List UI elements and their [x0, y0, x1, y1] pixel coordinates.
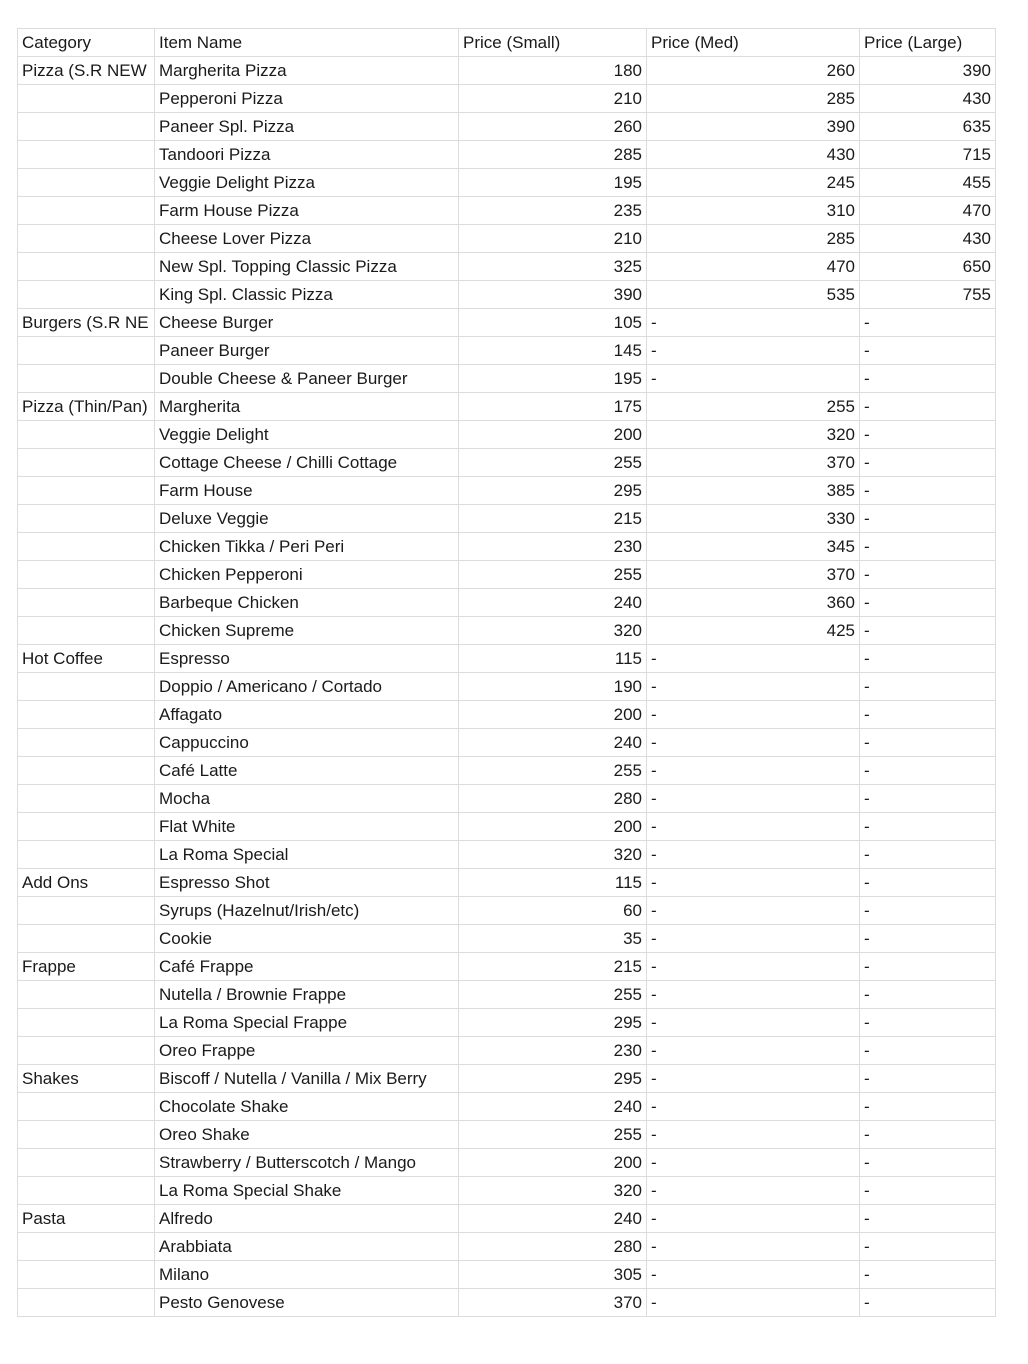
item-name-cell[interactable]: Cottage Cheese / Chilli Cottage [155, 449, 459, 477]
table-row [18, 533, 996, 561]
table-row [18, 729, 996, 757]
category-cell[interactable] [18, 169, 155, 197]
price-med-cell[interactable]: 345 [647, 533, 860, 561]
price-small-cell[interactable]: 390 [459, 281, 647, 309]
category-cell[interactable] [18, 729, 155, 757]
price-large-cell[interactable]: - [860, 925, 996, 953]
header-price-med[interactable]: Price (Med) [647, 29, 860, 57]
item-name-cell[interactable]: Oreo Frappe [155, 1037, 459, 1065]
category-cell[interactable]: Shakes [18, 1065, 155, 1093]
price-med-cell[interactable]: 370 [647, 561, 860, 589]
price-large-cell[interactable]: - [860, 309, 996, 337]
price-small-cell[interactable]: 295 [459, 477, 647, 505]
item-name-cell[interactable]: Chicken Supreme [155, 617, 459, 645]
category-cell[interactable] [18, 617, 155, 645]
item-name-cell[interactable]: Margherita Pizza [155, 57, 459, 85]
item-name-cell[interactable]: Paneer Burger [155, 337, 459, 365]
price-med-cell[interactable]: 360 [647, 589, 860, 617]
category-cell[interactable] [18, 449, 155, 477]
category-cell[interactable] [18, 897, 155, 925]
item-name-cell[interactable]: Alfredo [155, 1205, 459, 1233]
table-row [18, 337, 996, 365]
table-row [18, 1261, 996, 1289]
category-cell[interactable]: Frappe [18, 953, 155, 981]
item-name-cell[interactable]: Double Cheese & Paneer Burger [155, 365, 459, 393]
table-row [18, 1009, 996, 1037]
price-large-cell[interactable]: - [860, 505, 996, 533]
item-name-cell[interactable]: Strawberry / Butterscotch / Mango [155, 1149, 459, 1177]
price-med-cell[interactable]: - [647, 337, 860, 365]
table-row [18, 1093, 996, 1121]
price-med-cell[interactable]: - [647, 1065, 860, 1093]
category-cell[interactable] [18, 841, 155, 869]
price-small-cell[interactable]: 210 [459, 85, 647, 113]
category-cell[interactable] [18, 561, 155, 589]
table-row [18, 953, 996, 981]
price-med-cell[interactable]: - [647, 981, 860, 1009]
price-small-cell[interactable]: 240 [459, 589, 647, 617]
category-cell[interactable] [18, 813, 155, 841]
table-row [18, 113, 996, 141]
price-med-cell[interactable]: - [647, 701, 860, 729]
category-cell[interactable] [18, 85, 155, 113]
price-small-cell[interactable]: 105 [459, 309, 647, 337]
price-small-cell[interactable]: 60 [459, 897, 647, 925]
price-med-cell[interactable]: - [647, 365, 860, 393]
item-name-cell[interactable]: Deluxe Veggie [155, 505, 459, 533]
price-small-cell[interactable]: 215 [459, 505, 647, 533]
item-name-cell[interactable]: Cookie [155, 925, 459, 953]
price-small-cell[interactable]: 295 [459, 1009, 647, 1037]
table-row [18, 589, 996, 617]
category-cell[interactable] [18, 1233, 155, 1261]
price-small-cell[interactable]: 325 [459, 253, 647, 281]
price-med-cell[interactable]: 330 [647, 505, 860, 533]
item-name-cell[interactable]: Café Latte [155, 757, 459, 785]
table-row [18, 701, 996, 729]
price-med-cell[interactable]: 260 [647, 57, 860, 85]
item-name-cell[interactable]: Oreo Shake [155, 1121, 459, 1149]
item-name-cell[interactable]: Flat White [155, 813, 459, 841]
item-name-cell[interactable]: Nutella / Brownie Frappe [155, 981, 459, 1009]
item-name-cell[interactable]: Farm House [155, 477, 459, 505]
price-large-cell[interactable]: - [860, 1065, 996, 1093]
price-med-cell[interactable]: - [647, 813, 860, 841]
price-small-cell[interactable]: 285 [459, 141, 647, 169]
item-name-cell[interactable]: King Spl. Classic Pizza [155, 281, 459, 309]
item-name-cell[interactable]: Doppio / Americano / Cortado [155, 673, 459, 701]
price-small-cell[interactable]: 115 [459, 869, 647, 897]
table-row [18, 477, 996, 505]
category-cell[interactable] [18, 701, 155, 729]
item-name-cell[interactable]: Paneer Spl. Pizza [155, 113, 459, 141]
price-med-cell[interactable]: - [647, 1261, 860, 1289]
price-large-cell[interactable]: 430 [860, 225, 996, 253]
price-large-cell[interactable]: 430 [860, 85, 996, 113]
price-large-cell[interactable]: - [860, 533, 996, 561]
category-cell[interactable] [18, 589, 155, 617]
category-cell[interactable] [18, 1289, 155, 1317]
price-small-cell[interactable]: 255 [459, 1121, 647, 1149]
price-small-cell[interactable]: 255 [459, 561, 647, 589]
price-med-cell[interactable]: - [647, 729, 860, 757]
price-large-cell[interactable]: - [860, 337, 996, 365]
table-row [18, 897, 996, 925]
header-category[interactable]: Category [18, 29, 155, 57]
price-small-cell[interactable]: 260 [459, 113, 647, 141]
item-name-cell[interactable]: Espresso Shot [155, 869, 459, 897]
category-cell[interactable] [18, 1093, 155, 1121]
price-small-cell[interactable]: 210 [459, 225, 647, 253]
item-name-cell[interactable]: Milano [155, 1261, 459, 1289]
price-large-cell[interactable]: - [860, 813, 996, 841]
price-large-cell[interactable]: 470 [860, 197, 996, 225]
price-large-cell[interactable]: - [860, 477, 996, 505]
table-row [18, 841, 996, 869]
price-med-cell[interactable]: 310 [647, 197, 860, 225]
price-large-cell[interactable]: - [860, 953, 996, 981]
item-name-cell[interactable]: Chocolate Shake [155, 1093, 459, 1121]
table-row [18, 169, 996, 197]
price-med-cell[interactable]: - [647, 673, 860, 701]
table-row [18, 85, 996, 113]
item-name-cell[interactable]: Veggie Delight [155, 421, 459, 449]
table-row [18, 365, 996, 393]
price-med-cell[interactable]: 385 [647, 477, 860, 505]
price-med-cell[interactable]: - [647, 841, 860, 869]
price-large-cell[interactable]: - [860, 1009, 996, 1037]
category-cell[interactable] [18, 1177, 155, 1205]
category-cell[interactable] [18, 1121, 155, 1149]
item-name-cell[interactable]: Barbeque Chicken [155, 589, 459, 617]
table-row [18, 981, 996, 1009]
category-cell[interactable] [18, 925, 155, 953]
price-large-cell[interactable]: - [860, 645, 996, 673]
price-large-cell[interactable]: - [860, 1149, 996, 1177]
price-small-cell[interactable]: 295 [459, 1065, 647, 1093]
table-row [18, 869, 996, 897]
category-cell[interactable] [18, 981, 155, 1009]
table-row [18, 561, 996, 589]
table-row [18, 925, 996, 953]
price-large-cell[interactable]: - [860, 561, 996, 589]
price-small-cell[interactable]: 190 [459, 673, 647, 701]
table-row [18, 393, 996, 421]
category-cell[interactable] [18, 421, 155, 449]
price-small-cell[interactable]: 280 [459, 785, 647, 813]
price-med-cell[interactable]: - [647, 757, 860, 785]
table-body [18, 29, 996, 1317]
table-row [18, 1149, 996, 1177]
price-med-cell[interactable]: - [647, 1093, 860, 1121]
price-small-cell[interactable]: 320 [459, 617, 647, 645]
price-med-cell[interactable]: - [647, 897, 860, 925]
price-med-cell[interactable]: 245 [647, 169, 860, 197]
category-cell[interactable] [18, 253, 155, 281]
category-cell[interactable] [18, 337, 155, 365]
price-large-cell[interactable]: - [860, 869, 996, 897]
table-row [18, 421, 996, 449]
price-med-cell[interactable]: - [647, 925, 860, 953]
item-name-cell[interactable]: Café Frappe [155, 953, 459, 981]
table-row [18, 197, 996, 225]
price-small-cell[interactable]: 320 [459, 1177, 647, 1205]
price-large-cell[interactable]: - [860, 421, 996, 449]
category-cell[interactable]: Add Ons [18, 869, 155, 897]
price-small-cell[interactable]: 180 [459, 57, 647, 85]
price-large-cell[interactable]: 650 [860, 253, 996, 281]
table-row [18, 813, 996, 841]
price-small-cell[interactable]: 280 [459, 1233, 647, 1261]
item-name-cell[interactable]: Cheese Lover Pizza [155, 225, 459, 253]
category-cell[interactable]: Pizza (Thin/Pan) [18, 393, 155, 421]
price-small-cell[interactable]: 255 [459, 449, 647, 477]
price-small-cell[interactable]: 195 [459, 365, 647, 393]
price-med-cell[interactable]: - [647, 309, 860, 337]
price-small-cell[interactable]: 230 [459, 533, 647, 561]
item-name-cell[interactable]: Biscoff / Nutella / Vanilla / Mix Berry [155, 1065, 459, 1093]
category-cell[interactable] [18, 1149, 155, 1177]
price-large-cell[interactable]: 390 [860, 57, 996, 85]
item-name-cell[interactable]: Tandoori Pizza [155, 141, 459, 169]
table-row [18, 281, 996, 309]
category-cell[interactable]: Burgers (S.R NE [18, 309, 155, 337]
price-large-cell[interactable]: - [860, 1261, 996, 1289]
price-small-cell[interactable]: 195 [459, 169, 647, 197]
table-row [18, 757, 996, 785]
price-large-cell[interactable]: - [860, 729, 996, 757]
price-small-cell[interactable]: 200 [459, 1149, 647, 1177]
price-small-cell[interactable]: 305 [459, 1261, 647, 1289]
table-row [18, 253, 996, 281]
price-large-cell[interactable]: - [860, 1037, 996, 1065]
table-row [18, 1205, 996, 1233]
category-cell[interactable]: Pasta [18, 1205, 155, 1233]
price-med-cell[interactable]: - [647, 1177, 860, 1205]
price-med-cell[interactable]: - [647, 1149, 860, 1177]
price-med-cell[interactable]: - [647, 1037, 860, 1065]
price-large-cell[interactable]: - [860, 1093, 996, 1121]
item-name-cell[interactable]: La Roma Special [155, 841, 459, 869]
category-cell[interactable] [18, 673, 155, 701]
table-row [18, 1289, 996, 1317]
category-cell[interactable]: Hot Coffee [18, 645, 155, 673]
category-cell[interactable] [18, 1261, 155, 1289]
category-cell[interactable] [18, 505, 155, 533]
category-cell[interactable] [18, 197, 155, 225]
category-cell[interactable] [18, 1009, 155, 1037]
item-name-cell[interactable]: Chicken Tikka / Peri Peri [155, 533, 459, 561]
price-med-cell[interactable]: - [647, 1205, 860, 1233]
price-small-cell[interactable]: 370 [459, 1289, 647, 1317]
price-large-cell[interactable]: - [860, 1289, 996, 1317]
price-table [17, 28, 996, 1317]
price-med-cell[interactable]: - [647, 869, 860, 897]
table-row [18, 141, 996, 169]
price-small-cell[interactable]: 145 [459, 337, 647, 365]
item-name-cell[interactable]: Cappuccino [155, 729, 459, 757]
price-small-cell[interactable]: 240 [459, 729, 647, 757]
item-name-cell[interactable]: Mocha [155, 785, 459, 813]
price-med-cell[interactable]: - [647, 1233, 860, 1261]
table-row [18, 1233, 996, 1261]
price-med-cell[interactable]: 535 [647, 281, 860, 309]
category-cell[interactable] [18, 477, 155, 505]
price-small-cell[interactable]: 240 [459, 1093, 647, 1121]
category-cell[interactable] [18, 365, 155, 393]
category-cell[interactable] [18, 757, 155, 785]
header-price-small[interactable]: Price (Small) [459, 29, 647, 57]
price-med-cell[interactable]: - [647, 1121, 860, 1149]
table-row [18, 57, 996, 85]
item-name-cell[interactable]: Margherita [155, 393, 459, 421]
price-large-cell[interactable]: - [860, 393, 996, 421]
price-large-cell[interactable]: - [860, 785, 996, 813]
table-row [18, 309, 996, 337]
table-row [18, 1121, 996, 1149]
price-large-cell[interactable]: - [860, 757, 996, 785]
price-large-cell[interactable]: - [860, 981, 996, 1009]
header-row [18, 29, 996, 57]
item-name-cell[interactable]: Veggie Delight Pizza [155, 169, 459, 197]
item-name-cell[interactable]: Chicken Pepperoni [155, 561, 459, 589]
price-med-cell[interactable]: 390 [647, 113, 860, 141]
price-med-cell[interactable]: 320 [647, 421, 860, 449]
header-price-large[interactable]: Price (Large) [860, 29, 996, 57]
item-name-cell[interactable]: Arabbiata [155, 1233, 459, 1261]
price-large-cell[interactable]: - [860, 365, 996, 393]
price-small-cell[interactable]: 235 [459, 197, 647, 225]
price-med-cell[interactable]: - [647, 1289, 860, 1317]
category-cell[interactable]: Pizza (S.R NEW [18, 57, 155, 85]
table-row [18, 1177, 996, 1205]
price-small-cell[interactable]: 230 [459, 1037, 647, 1065]
price-large-cell[interactable]: 455 [860, 169, 996, 197]
table-row [18, 617, 996, 645]
price-large-cell[interactable]: - [860, 673, 996, 701]
price-med-cell[interactable]: - [647, 785, 860, 813]
item-name-cell[interactable]: Espresso [155, 645, 459, 673]
item-name-cell[interactable]: Cheese Burger [155, 309, 459, 337]
price-small-cell[interactable]: 215 [459, 953, 647, 981]
item-name-cell[interactable]: Syrups (Hazelnut/Irish/etc) [155, 897, 459, 925]
item-name-cell[interactable]: New Spl. Topping Classic Pizza [155, 253, 459, 281]
item-name-cell[interactable]: Pepperoni Pizza [155, 85, 459, 113]
table-row [18, 1037, 996, 1065]
price-med-cell[interactable]: 285 [647, 85, 860, 113]
table-row [18, 505, 996, 533]
table-row [18, 645, 996, 673]
price-med-cell[interactable]: - [647, 1009, 860, 1037]
price-small-cell[interactable]: 175 [459, 393, 647, 421]
category-cell[interactable] [18, 1037, 155, 1065]
price-large-cell[interactable]: 635 [860, 113, 996, 141]
price-small-cell[interactable]: 35 [459, 925, 647, 953]
price-small-cell[interactable]: 255 [459, 757, 647, 785]
item-name-cell[interactable]: La Roma Special Frappe [155, 1009, 459, 1037]
price-large-cell[interactable]: - [860, 1205, 996, 1233]
category-cell[interactable] [18, 141, 155, 169]
price-med-cell[interactable]: 470 [647, 253, 860, 281]
price-med-cell[interactable]: 430 [647, 141, 860, 169]
item-name-cell[interactable]: Affagato [155, 701, 459, 729]
price-large-cell[interactable]: 715 [860, 141, 996, 169]
category-cell[interactable] [18, 281, 155, 309]
category-cell[interactable] [18, 533, 155, 561]
price-large-cell[interactable]: 755 [860, 281, 996, 309]
price-large-cell[interactable]: - [860, 449, 996, 477]
price-small-cell[interactable]: 255 [459, 981, 647, 1009]
table-row [18, 1065, 996, 1093]
table-row [18, 225, 996, 253]
category-cell[interactable] [18, 225, 155, 253]
price-small-cell[interactable]: 200 [459, 813, 647, 841]
price-small-cell[interactable]: 240 [459, 1205, 647, 1233]
price-small-cell[interactable]: 200 [459, 701, 647, 729]
table-row [18, 785, 996, 813]
price-med-cell[interactable]: - [647, 953, 860, 981]
price-large-cell[interactable]: - [860, 841, 996, 869]
price-large-cell[interactable]: - [860, 897, 996, 925]
price-large-cell[interactable]: - [860, 1233, 996, 1261]
header-item-name[interactable]: Item Name [155, 29, 459, 57]
price-large-cell[interactable]: - [860, 701, 996, 729]
item-name-cell[interactable]: Pesto Genovese [155, 1289, 459, 1317]
price-large-cell[interactable]: - [860, 1177, 996, 1205]
price-large-cell[interactable]: - [860, 617, 996, 645]
price-med-cell[interactable]: - [647, 645, 860, 673]
price-small-cell[interactable]: 200 [459, 421, 647, 449]
category-cell[interactable] [18, 113, 155, 141]
table-row [18, 449, 996, 477]
price-med-cell[interactable]: 370 [647, 449, 860, 477]
table-row [18, 673, 996, 701]
price-large-cell[interactable]: - [860, 1121, 996, 1149]
price-large-cell[interactable]: - [860, 589, 996, 617]
price-med-cell[interactable]: 255 [647, 393, 860, 421]
price-med-cell[interactable]: 285 [647, 225, 860, 253]
item-name-cell[interactable]: Farm House Pizza [155, 197, 459, 225]
category-cell[interactable] [18, 785, 155, 813]
price-med-cell[interactable]: 425 [647, 617, 860, 645]
price-small-cell[interactable]: 320 [459, 841, 647, 869]
price-small-cell[interactable]: 115 [459, 645, 647, 673]
item-name-cell[interactable]: La Roma Special Shake [155, 1177, 459, 1205]
